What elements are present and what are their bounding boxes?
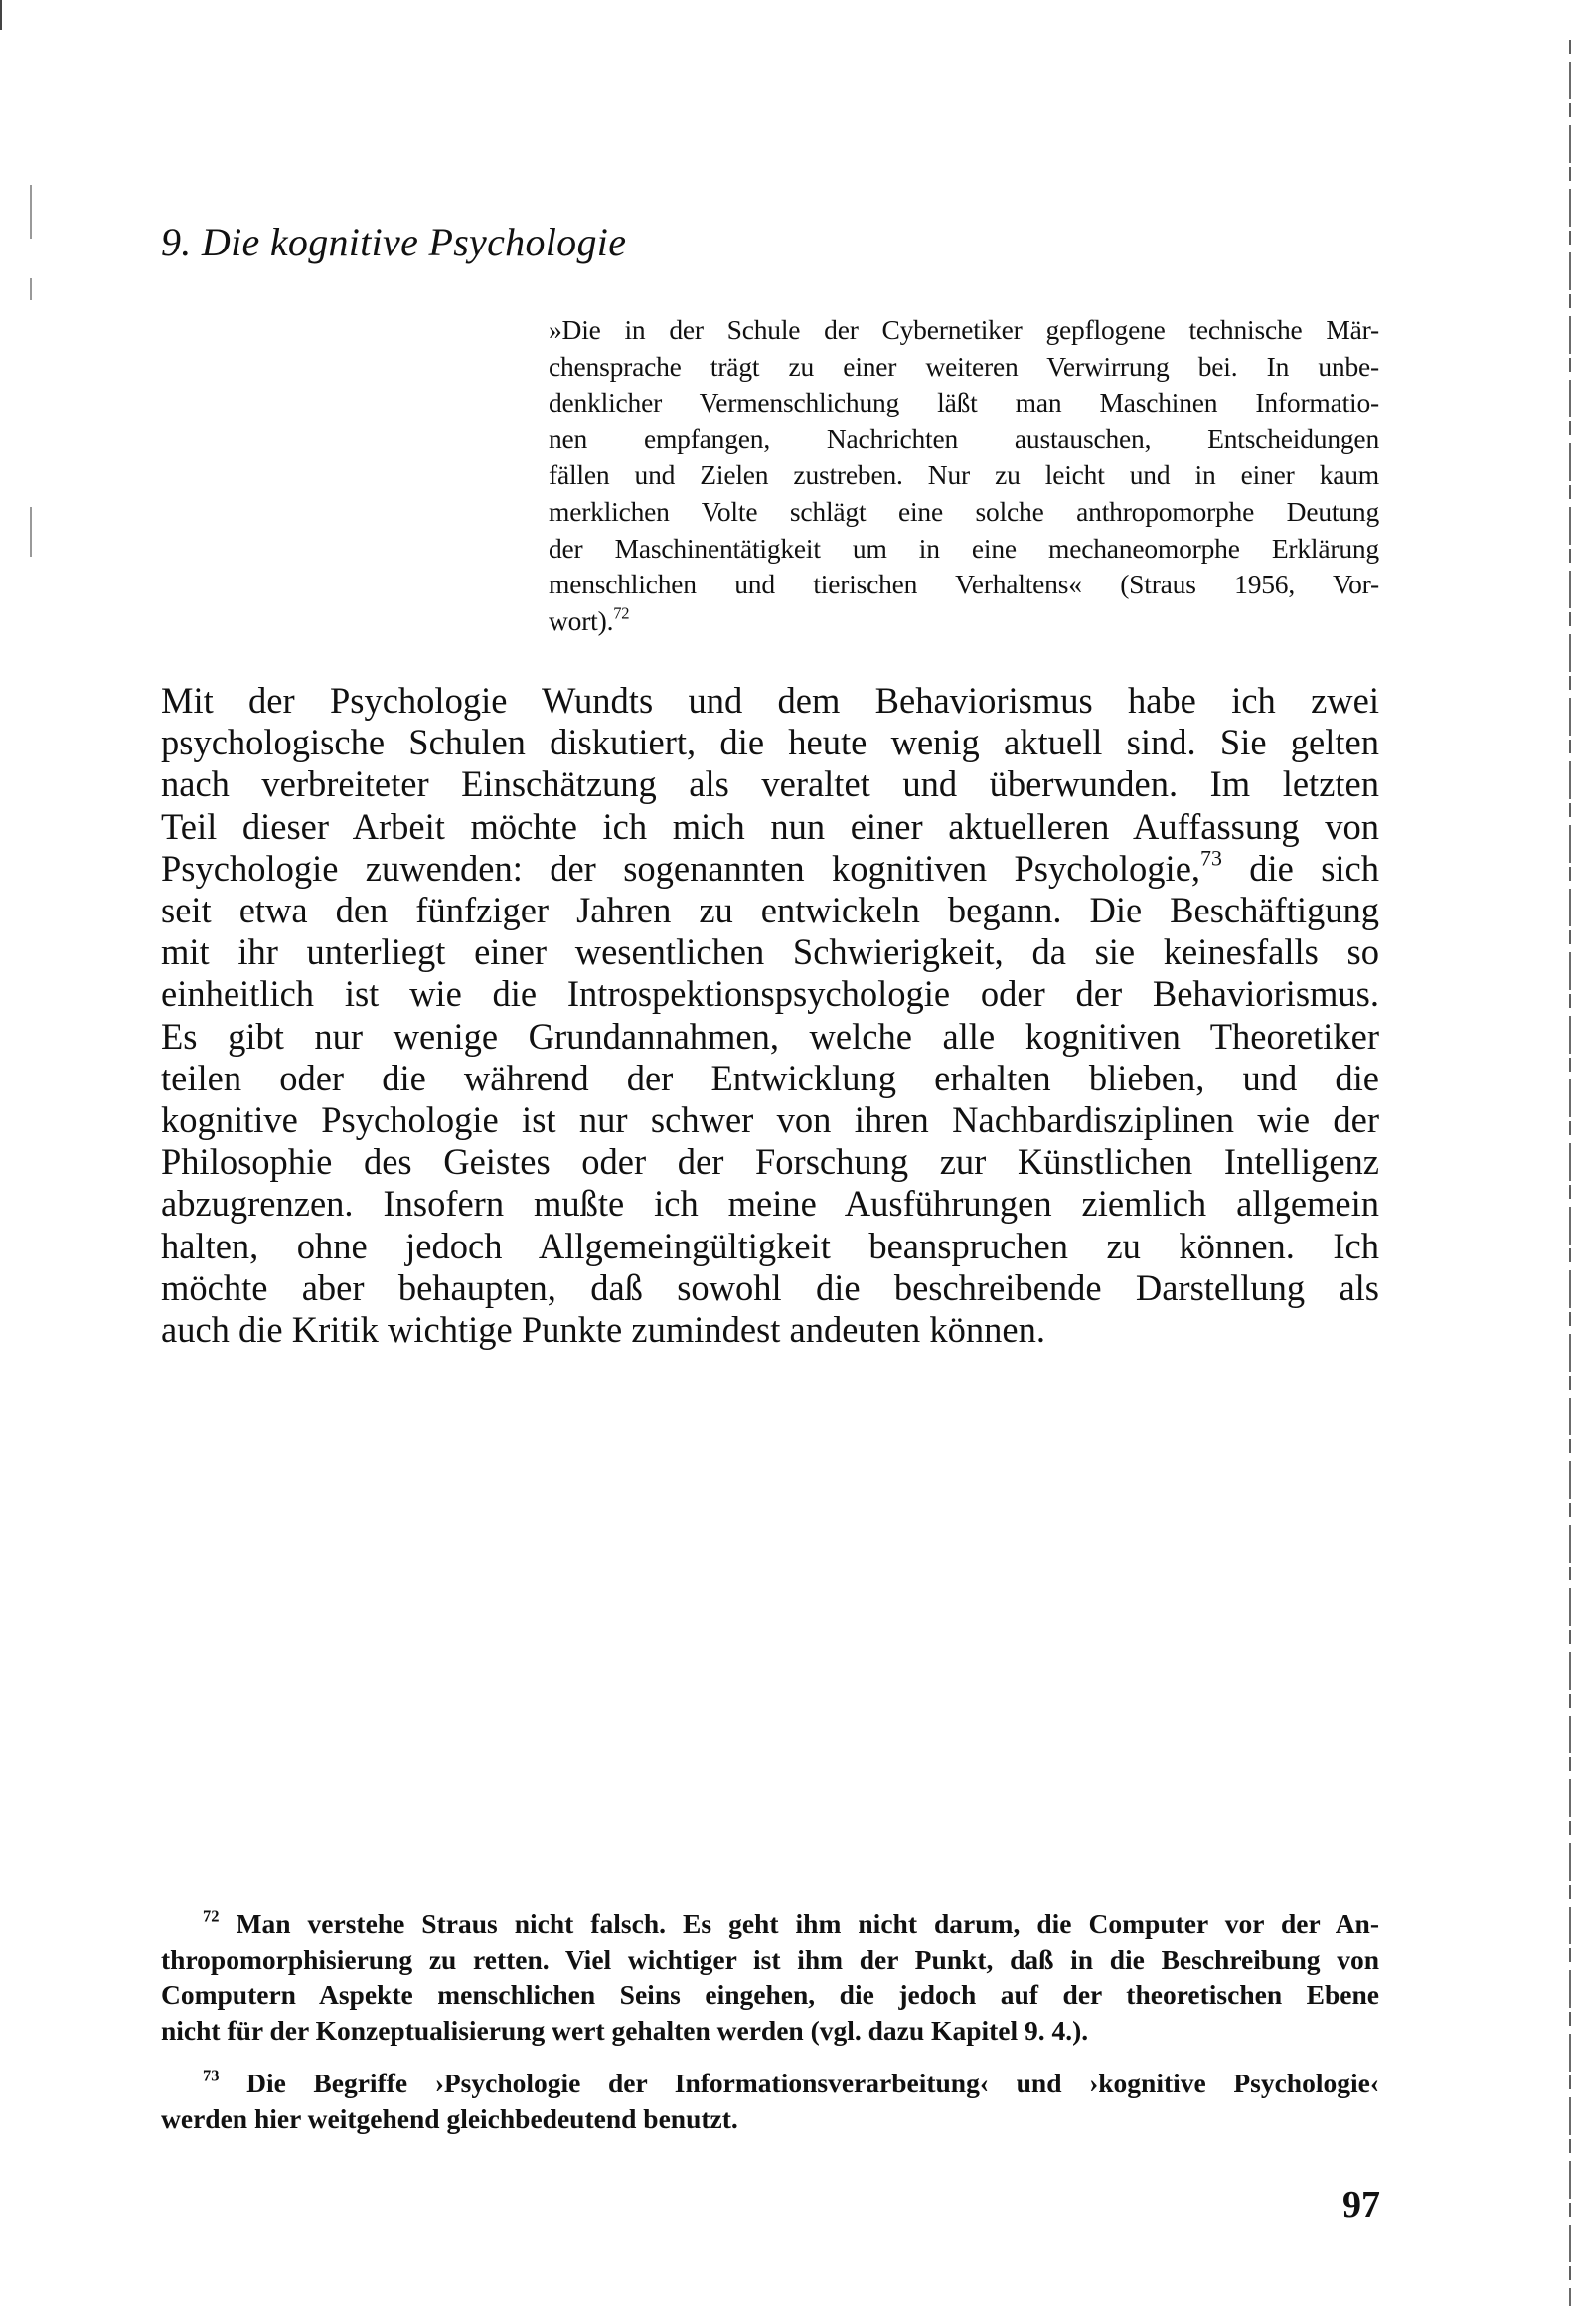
epigraph-line: der Maschinentätigkeit um in eine mechaneomorphe Erklärung — [549, 532, 1379, 564]
paragraph-line: halten, ohne jedoch Allgemeingültigkeit beanspruchen zu können. Ich — [161, 1225, 1379, 1266]
epigraph-line: fällen und Zielen zustreben. Nur zu leicht und in einer kaum — [549, 459, 1379, 491]
scan-edge — [1569, 40, 1571, 2306]
footnote-line: nicht für der Konzeptualisierung wert gehalten werden (vgl. dazu Kapitel 9. 4.). — [161, 2014, 1089, 2046]
epigraph-line: merklichen Volte schlägt eine solche anthropomorphe Deutung — [549, 495, 1379, 527]
page-number: 97 — [1342, 2184, 1380, 2226]
footnote-text: Die Begriffe ›Psychologie der Informationsverarbeitung‹ und ›kognitive Psychologie‹ — [246, 2068, 1379, 2098]
scan-artifact — [30, 185, 32, 239]
paragraph-line: Es gibt nur wenige Grundannahmen, welche alle kognitiven Theoretiker — [161, 1015, 1379, 1057]
paragraph-line: einheitlich ist wie die Introspektionspsychologie oder der Behaviorismus. — [161, 973, 1379, 1015]
footnote-marker: 73 — [203, 2066, 220, 2085]
epigraph-line: »Die in der Schule der Cybernetiker gepflogene technische Mär- — [549, 314, 1379, 345]
epigraph-line: chensprache trägt zu einer weiteren Verwirrung bei. In unbe- — [549, 350, 1379, 382]
epigraph-line: wort). — [549, 604, 614, 636]
paragraph-line: Philosophie des Geistes oder der Forschung zur Künstlichen Intelligenz — [161, 1141, 1379, 1183]
paragraph-line: möchte aber behaupten, daß sowohl die beschreibende Darstellung als — [161, 1266, 1379, 1308]
paragraph-line-with-ref — [161, 845, 1379, 890]
paragraph-line: teilen oder die während der Entwicklung erhalten blieben, und die — [161, 1057, 1379, 1098]
paragraph-line: Mit der Psychologie Wundts und dem Behaviorismus habe ich zwei — [161, 680, 1379, 721]
epigraph-line: denklicher Vermenschlichung läßt man Maschinen Informatio- — [549, 387, 1379, 418]
epigraph-line: menschlichen und tierischen Verhaltens« (Straus 1956, Vor- — [549, 569, 1379, 600]
footnote-line — [161, 2066, 1379, 2101]
chapter-heading: 9. Die kognitive Psychologie — [161, 220, 627, 264]
paragraph-line: kognitive Psychologie ist nur schwer von ihren Nachbardisziplinen wie der — [161, 1099, 1379, 1141]
footnote-line: thropomorphisierung zu retten. Viel wichtiger ist ihm der Punkt, daß in die Beschreibung von — [161, 1943, 1379, 1975]
paragraph-line: abzugrenzen. Insofern mußte ich meine Ausführungen ziemlich allgemein — [161, 1183, 1379, 1225]
footnote-text: Man verstehe Straus nicht falsch. Es geht ihm nicht darum, die Computer vor der An- — [236, 1909, 1380, 1939]
paragraph-line: auch die Kritik wichtige Punkte zumindest andeuten können. — [161, 1309, 1045, 1351]
footnote-line — [161, 1907, 1379, 1942]
scan-artifact — [30, 278, 32, 300]
scan-artifact — [30, 507, 32, 557]
epigraph-quote — [549, 312, 1379, 639]
footnote-72 — [161, 1907, 1379, 2048]
footnote-line: Computern Aspekte menschlichen Seins eingehen, die jedoch auf der theoretischen Ebene — [161, 1979, 1379, 2010]
paragraph-line-text: Psychologie zuwenden: der sogenannten kognitiven Psychologie, — [161, 847, 1201, 889]
paragraph-line: nach verbreiteter Einschätzung als veraltet und überwunden. Im letzten — [161, 763, 1379, 805]
paragraph-line: seit etwa den fünfziger Jahren zu entwickeln begann. Die Beschäftigung — [161, 890, 1379, 931]
footnote-line: werden hier weitgehend gleichbedeutend benutzt. — [161, 2102, 738, 2134]
paragraph-line-tail: die sich — [1221, 847, 1379, 889]
footnote-73 — [161, 2066, 1379, 2136]
main-paragraph — [161, 680, 1379, 1351]
paragraph-line: Teil dieser Arbeit möchte ich mich nun einer aktuelleren Auffassung von — [161, 805, 1379, 847]
epigraph-last-line — [549, 603, 1379, 640]
footnote-ref-73[interactable]: 73 — [1200, 845, 1222, 871]
scan-artifact — [0, 0, 2, 30]
paragraph-line: psychologische Schulen diskutiert, die heute wenig aktuell sind. Sie gelten — [161, 722, 1379, 763]
footnote-marker: 72 — [203, 1907, 220, 1926]
paragraph-line: mit ihr unterliegt einer wesentlichen Schwierigkeit, da sie keinesfalls so — [161, 931, 1379, 973]
epigraph-line: nen empfangen, Nachrichten austauschen, Entscheidungen — [549, 422, 1379, 454]
footnotes — [161, 1907, 1379, 2154]
footnote-ref-72[interactable]: 72 — [613, 603, 630, 623]
